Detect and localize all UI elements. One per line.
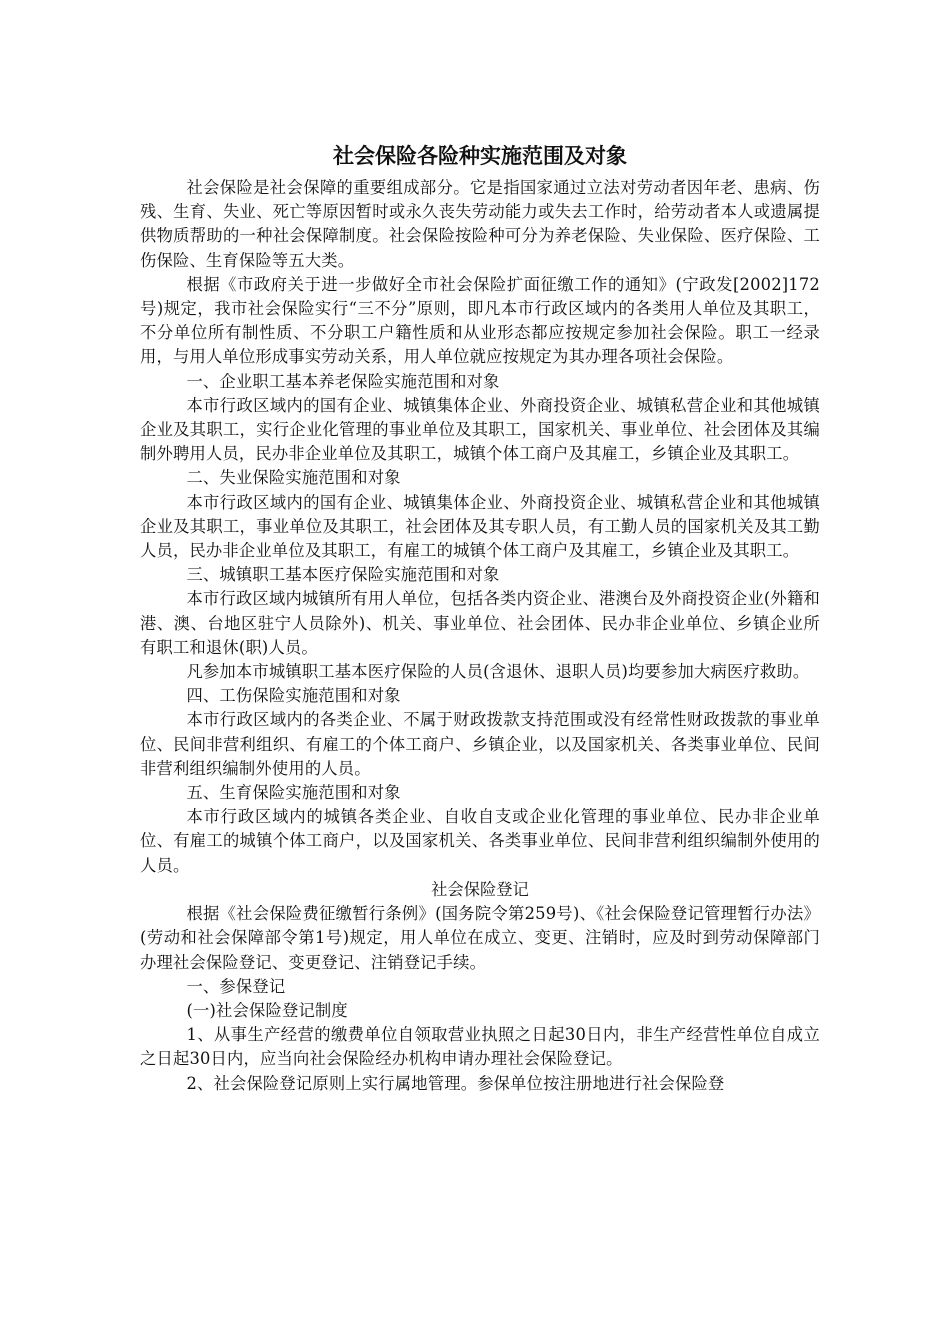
section-text-unemployment: 本市行政区域内的国有企业、城镇集体企业、外商投资企业、城镇私营企业和其他城镇企业及其职工，事业单位及其职工，社会团体及其专职人员，有工勤人员的国家机关及其工勤人员，民办非企业单位及其职工，有雇工的城镇个体工商户及其雇工，乡镇企业及其职工。 [140,492,820,561]
section-text-work-injury: 本市行政区域内的各类企业、不属于财政拨款支持范围或没有经常性财政拨款的事业单位、民间非营利组织、有雇工的个体工商户、乡镇企业，以及国家机关、各类事业单位、民间非营利组织编制外使用的人员。 [140,710,820,778]
section-heading-work-injury: 四、工伤保险实施范围和对象 [186,686,401,706]
intro-paragraph: 社会保险是社会保障的重要组成部分。它是指国家通过立法对劳动者因年老、患病、伤残、生育、失业、死亡等原因暂时或永久丧失劳动能力或失去工作时，给劳动者本人或遗属提供物质帮助的一种社会保障制度。社会保险按险种可分为养老保险、失业保险、医疗保险、工伤保险、生育保险等五大类。 [140,178,820,270]
document-title: 社会保险各险种实施范围及对象 [333,143,627,168]
section-text-medical-assistance: 凡参加本市城镇职工基本医疗保险的人员(含退休、退职人员)均要参加大病医疗救助。 [186,662,810,682]
section-text-pension: 本市行政区域内的国有企业、城镇集体企业、外商投资企业、城镇私营企业和其他城镇企业及其职工，实行企业化管理的事业单位及其职工，国家机关、事业单位、社会团体及其编制外聘用人员，民办非企业单位及其职工，城镇个体工商户及其雇工，乡镇企业及其职工。 [140,395,820,464]
section-text-medical: 本市行政区域内城镇所有用人单位，包括各类内资企业、港澳台及外商投资企业(外籍和港、澳、台地区驻宁人员除外)、机关、事业单位、社会团体、民办非企业单位、乡镇企业所有职工和退休(职)人员。 [140,589,820,657]
document-content [140,140,820,1096]
document-body [140,176,820,1096]
registration-subheading: (一)社会保险登记制度 [186,1000,348,1020]
section-heading-pension: 一、企业职工基本养老保险实施范围和对象 [186,371,500,391]
registration-heading: 社会保险登记 [431,879,529,899]
section-heading-unemployment: 二、失业保险实施范围和对象 [186,468,401,488]
section-heading-maternity: 五、生育保险实施范围和对象 [186,783,401,803]
registration-rule-2: 2、社会保险登记原则上实行属地管理。参保单位按注册地进行社会保险登 [186,1073,725,1093]
registration-section-heading: 一、参保登记 [186,976,286,996]
policy-paragraph: 根据《市政府关于进一步做好全市社会保险扩面征缴工作的通知》(宁政发[2002]172号)规定，我市社会保险实行“三不分”原则，即凡本市行政区域内的各类用人单位及其职工，不分单位所有制性质、不分职工户籍性质和从业形态都应按规定参加社会保险。职工一经录用，与用人单位形成事实劳动关系，用人单位就应按规定为其办理各项社会保险。 [140,274,820,367]
registration-intro-paragraph: 根据《社会保险费征缴暂行条例》(国务院令第259号)、《社会保险登记管理暂行办法》(劳动和社会保障部令第1号)规定，用人单位在成立、变更、注销时，应及时到劳动保障部门办理社会保险登记、变更登记、注销登记手续。 [140,904,820,972]
section-heading-medical: 三、城镇职工基本医疗保险实施范围和对象 [186,565,500,585]
registration-rule-1: 1、从事生产经营的缴费单位自领取营业执照之日起30日内，非生产经营性单位自成立之日起30日内，应当向社会保险经办机构申请办理社会保险登记。 [140,1025,820,1069]
section-text-maternity: 本市行政区域内的城镇各类企业、自收自支或企业化管理的事业单位、民办非企业单位、有雇工的城镇个体工商户，以及国家机关、各类事业单位、民间非营利组织编制外使用的人员。 [140,807,820,875]
